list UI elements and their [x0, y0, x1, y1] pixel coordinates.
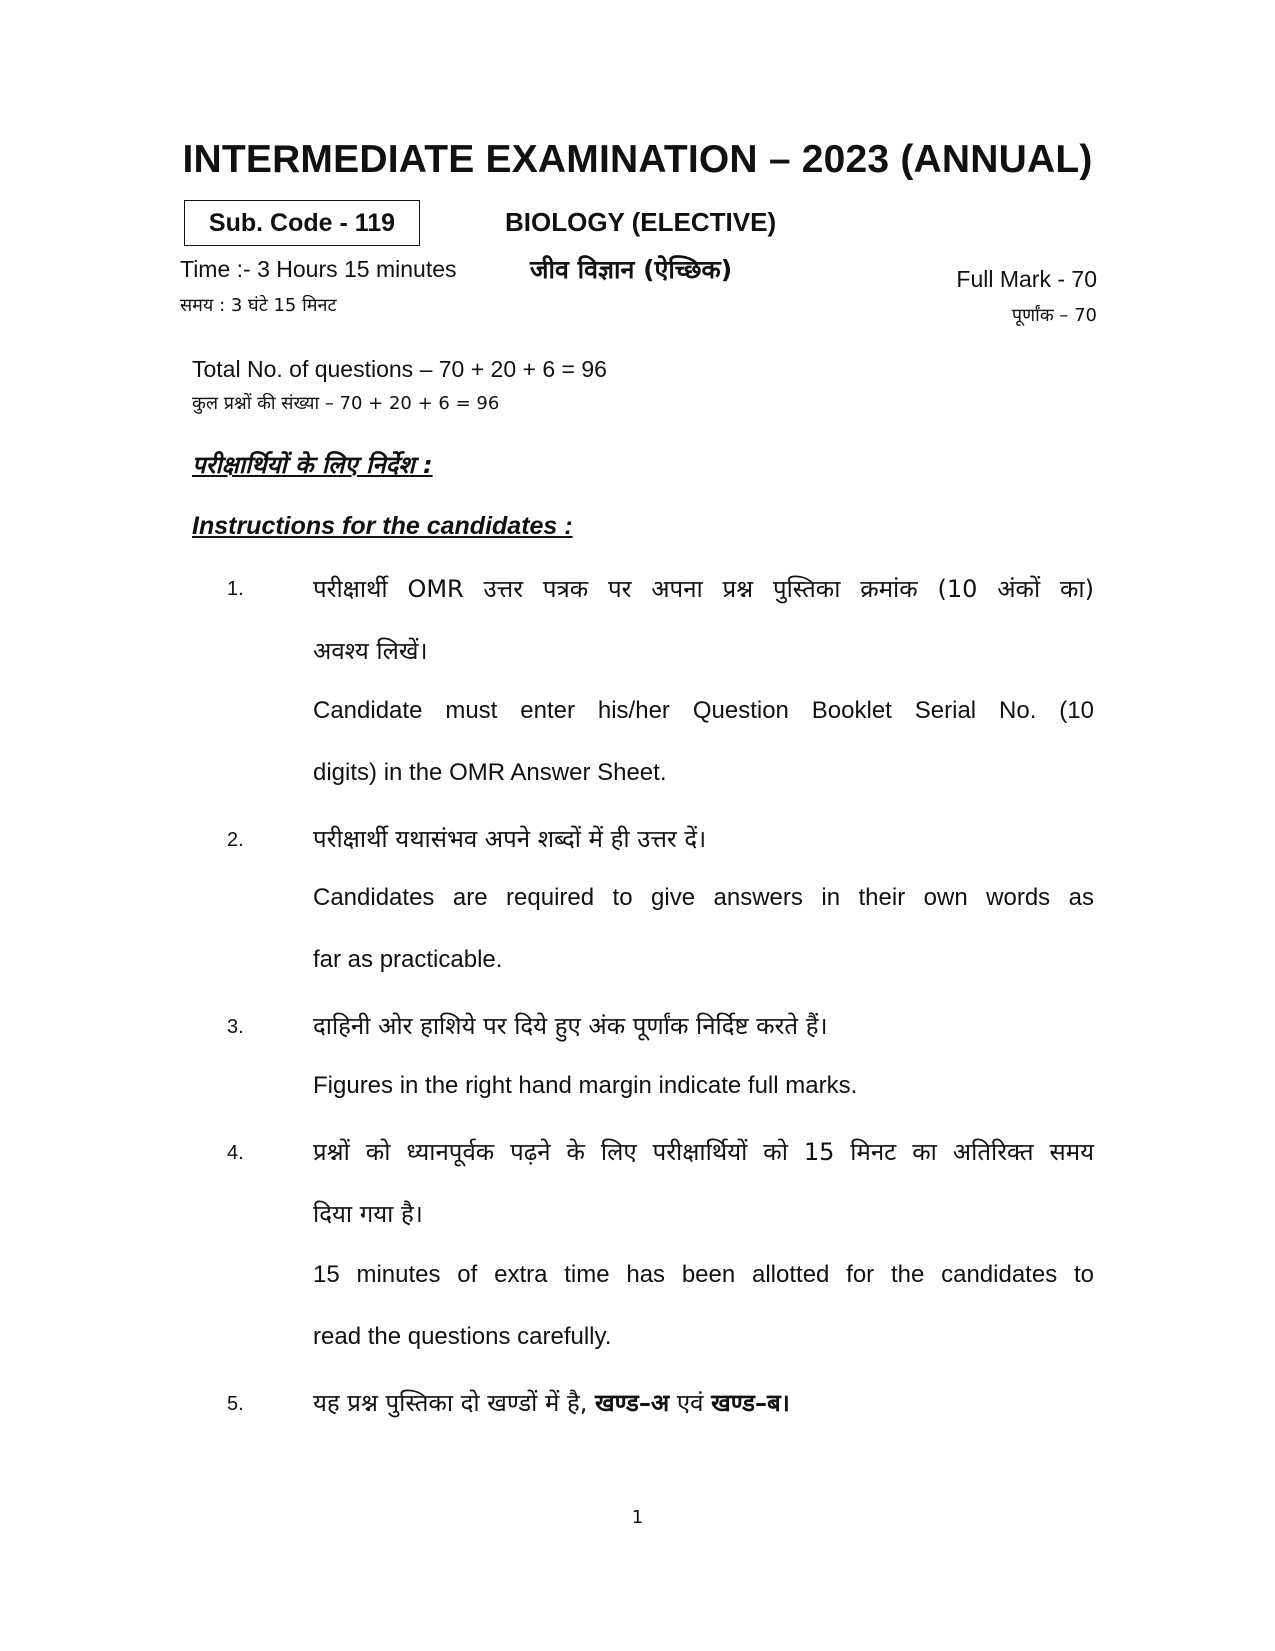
total-questions-english: Total No. of questions – 70 + 20 + 6 = 96: [192, 356, 607, 382]
subject-code-box: Sub. Code - 119: [184, 200, 420, 246]
instruction-number: 5.: [227, 1393, 244, 1415]
instruction-english-line: read the questions carefully.: [313, 1323, 612, 1350]
instruction-english-line: Candidates are required to give answers in their own words as: [313, 884, 1094, 911]
instruction-english-line: Candidate must enter his/her Question Booklet Serial No. (10: [313, 697, 1094, 724]
page-number: 1: [631, 1507, 644, 1528]
instruction-hindi-line: [313, 1386, 1094, 1419]
instruction-hindi-line: दिया गया है।: [313, 1200, 423, 1228]
exam-title: INTERMEDIATE EXAMINATION – 2023 (ANNUAL): [182, 138, 1093, 181]
instruction-hindi-line: प्रश्नों को ध्यानपूर्वक पढ़ने के लिए परीक्षार्थियों को 15 मिनट का अतिरिक्त समय: [313, 1138, 1094, 1166]
instruction-hindi-line: अवश्य लिखें।: [313, 637, 428, 665]
instruction-number: 4.: [227, 1142, 244, 1164]
total-questions-hindi: कुल प्रश्नों की संख्या – 70 + 20 + 6 = 96: [192, 393, 500, 414]
full-mark-english: Full Mark - 70: [956, 266, 1097, 292]
instruction-english-line: digits) in the OMR Answer Sheet.: [313, 759, 667, 786]
instruction-number: 1.: [227, 578, 244, 600]
instruction-number: 2.: [227, 829, 244, 851]
instruction-hindi-line: दाहिनी ओर हाशिये पर दिये हुए अंक पूर्णांक निर्दिष्ट करते हैं।: [313, 1012, 828, 1040]
section-b-label: खण्ड–ब।: [711, 1389, 790, 1417]
instruction-hindi-line: परीक्षार्थी यथासंभव अपने शब्दों में ही उत्तर दें।: [313, 825, 707, 853]
instructions-heading-hindi: परीक्षार्थियों के लिए निर्देश :: [192, 451, 433, 479]
section-a-label: खण्ड–अ: [595, 1389, 670, 1417]
subject-name-english: BIOLOGY (ELECTIVE): [505, 207, 777, 237]
instruction-english-line: far as practicable.: [313, 946, 503, 973]
instruction-english-line: 15 minutes of extra time has been allotted for the candidates to: [313, 1261, 1094, 1288]
instructions-heading-english: Instructions for the candidates :: [192, 512, 573, 540]
full-mark-hindi: पूर्णांक – 70: [1011, 305, 1097, 326]
instruction-hindi-line: परीक्षार्थी OMR उत्तर पत्रक पर अपना प्रश्न पुस्तिका क्रमांक (10 अंकों का): [313, 575, 1094, 603]
instruction-conjunction: एवं: [676, 1389, 704, 1417]
time-english: Time :- 3 Hours 15 minutes: [180, 256, 457, 282]
instruction-english-line: Figures in the right hand margin indicate full marks.: [313, 1072, 858, 1099]
instruction-text: यह प्रश्न पुस्तिका दो खण्डों में है,: [313, 1389, 588, 1417]
subject-name-hindi: जीव विज्ञान (ऐच्छिक): [530, 255, 733, 284]
time-hindi: समय : 3 घंटे 15 मिनट: [180, 295, 337, 316]
instruction-number: 3.: [227, 1016, 244, 1038]
